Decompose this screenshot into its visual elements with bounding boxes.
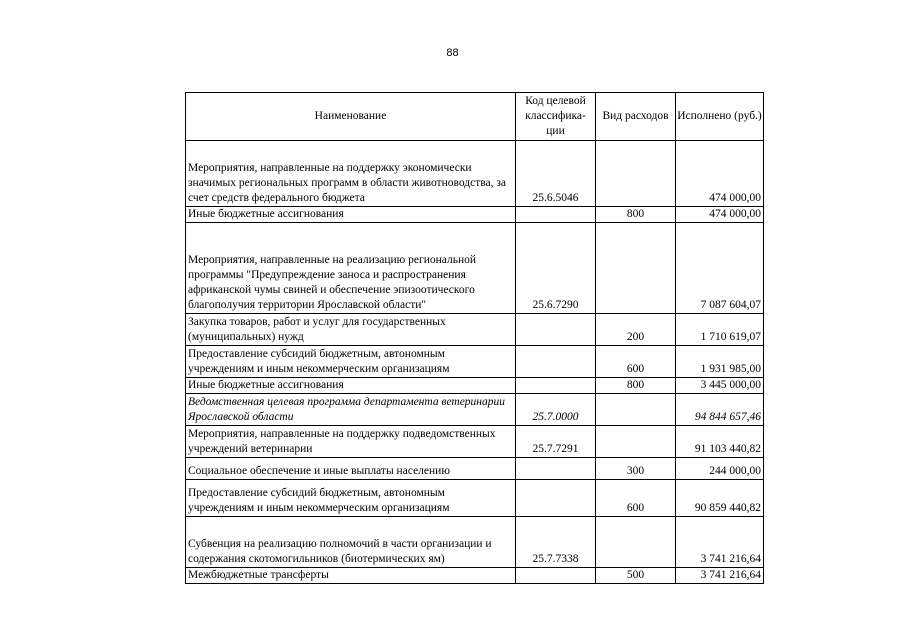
- code-cell: [516, 314, 596, 346]
- type-cell: 800: [596, 207, 676, 223]
- table-row: [186, 141, 764, 207]
- header-name: Наименование: [186, 93, 516, 141]
- table-row: [186, 314, 764, 346]
- name-cell: Социальное обеспечение и иные выплаты населению: [186, 458, 516, 480]
- type-cell: [596, 517, 676, 568]
- amount-cell: 90 859 440,82: [676, 480, 764, 517]
- amount-cell: 1 931 985,00: [676, 346, 764, 378]
- table-row: [186, 458, 764, 480]
- amount-cell: 94 844 657,46: [676, 394, 764, 426]
- name-cell: Субвенция на реализацию полномочий в части организации и содержания скотомогильников (биотермических ям): [186, 517, 516, 568]
- table-row: [186, 480, 764, 517]
- code-cell: 25.7.0000: [516, 394, 596, 426]
- type-cell: [596, 394, 676, 426]
- table-row: [186, 568, 764, 584]
- type-cell: 500: [596, 568, 676, 584]
- table-row: [186, 346, 764, 378]
- table-row: [186, 207, 764, 223]
- amount-cell: 7 087 604,07: [676, 223, 764, 314]
- name-cell: Закупка товаров, работ и услуг для государственных (муниципальных) нужд: [186, 314, 516, 346]
- type-cell: [596, 223, 676, 314]
- table-row: [186, 394, 764, 426]
- name-cell: Иные бюджетные ассигнования: [186, 207, 516, 223]
- name-cell: Мероприятия, направленные на поддержку экономически значимых региональных программ в области животноводства, за счет средств федерального бюджета: [186, 141, 516, 207]
- type-cell: 800: [596, 378, 676, 394]
- name-cell: Ведомственная целевая программа департамента ветеринарии Ярославской области: [186, 394, 516, 426]
- code-cell: 25.6.7290: [516, 223, 596, 314]
- header-amount: Исполнено (руб.): [676, 93, 764, 141]
- amount-cell: 3 741 216,64: [676, 568, 764, 584]
- code-cell: [516, 458, 596, 480]
- code-cell: [516, 378, 596, 394]
- table-row: [186, 426, 764, 458]
- code-cell: [516, 568, 596, 584]
- name-cell: Мероприятия, направленные на поддержку подведомственных учреждений ветеринарии: [186, 426, 516, 458]
- amount-cell: 1 710 619,07: [676, 314, 764, 346]
- amount-cell: 3 741 216,64: [676, 517, 764, 568]
- type-cell: 200: [596, 314, 676, 346]
- amount-cell: 244 000,00: [676, 458, 764, 480]
- table-row: [186, 517, 764, 568]
- amount-cell: 474 000,00: [676, 141, 764, 207]
- table-row: [186, 223, 764, 314]
- type-cell: [596, 426, 676, 458]
- name-cell: Межбюджетные трансферты: [186, 568, 516, 584]
- header-row: [186, 93, 764, 141]
- type-cell: 600: [596, 346, 676, 378]
- table-row: [186, 378, 764, 394]
- amount-cell: 91 103 440,82: [676, 426, 764, 458]
- code-cell: 25.6.5046: [516, 141, 596, 207]
- name-cell: Предоставление субсидий бюджетным, автономным учреждениям и иным некоммерческим организациям: [186, 480, 516, 517]
- code-cell: [516, 207, 596, 223]
- page-number: 88: [446, 47, 459, 59]
- amount-cell: 3 445 000,00: [676, 378, 764, 394]
- amount-cell: 474 000,00: [676, 207, 764, 223]
- name-cell: Иные бюджетные ассигнования: [186, 378, 516, 394]
- header-type: Вид расходов: [596, 93, 676, 141]
- header-code: Код целевой классифика-ции: [516, 93, 596, 141]
- code-cell: [516, 480, 596, 517]
- code-cell: 25.7.7291: [516, 426, 596, 458]
- code-cell: [516, 346, 596, 378]
- type-cell: 300: [596, 458, 676, 480]
- type-cell: [596, 141, 676, 207]
- budget-table: [185, 92, 764, 584]
- name-cell: Предоставление субсидий бюджетным, автономным учреждениям и иным некоммерческим организациям: [186, 346, 516, 378]
- name-cell: Мероприятия, направленные на реализацию региональной программы "Предупреждение заноса и распространения африканской чумы свиней и обеспечение эпизоотического благополучия территории Ярославской области": [186, 223, 516, 314]
- code-cell: 25.7.7338: [516, 517, 596, 568]
- type-cell: 600: [596, 480, 676, 517]
